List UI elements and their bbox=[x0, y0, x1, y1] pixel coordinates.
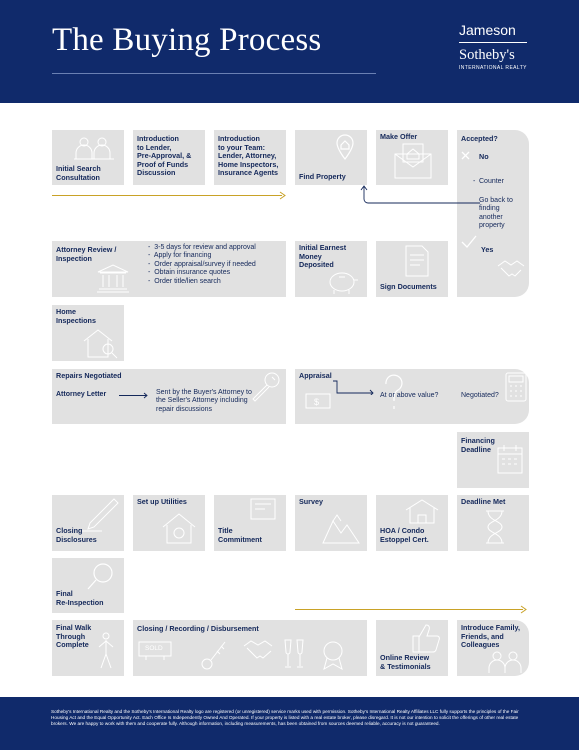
initial-search-label: Initial Search Consultation bbox=[56, 164, 101, 182]
no-label: No bbox=[479, 152, 489, 161]
counter-dash: - bbox=[473, 178, 476, 185]
champagne-icon bbox=[281, 638, 307, 670]
step-closing-recording bbox=[133, 620, 367, 676]
review-item-5: - Order title/lien search bbox=[148, 277, 221, 285]
step-earnest-money bbox=[295, 241, 367, 297]
counter-label: Counter bbox=[479, 178, 504, 185]
yes-label: Yes bbox=[481, 245, 494, 254]
step-final-walk bbox=[52, 620, 124, 676]
at-or-above-text: At or above value? bbox=[380, 392, 439, 399]
financing-deadline-label: Financing Deadline bbox=[461, 436, 495, 454]
step-intro-team bbox=[214, 130, 286, 185]
step-deadline-met bbox=[457, 495, 529, 551]
final-reinspection-label: Final Re-Inspection bbox=[56, 589, 104, 607]
step-title-commitment bbox=[214, 495, 286, 551]
disclaimer-text: Sotheby's International Realty and the Sotheby's International Realty logo are registered (or unregistered) service marks used with permission. Sotheby's International Realty Affiliates LLC fully supports the principles of the Fair Housing Act and the Equal Opportunity Act. Each Office Is Independently Owned And Operated. If your property is listed with a real estate broker, please disregard. It is not our intention to solicit the offerings of other real estate brokers. We are happy to work with them and cooperate fully. Although information, including measurements, has been obtained from sources deemed reliable, accuracy is not guaranteed. bbox=[51, 709, 519, 727]
set-up-utilities-label: Set up Utilities bbox=[137, 497, 187, 506]
footer-disclaimer bbox=[0, 697, 579, 750]
magnifier-icon bbox=[86, 561, 116, 591]
meeting-icon bbox=[72, 135, 118, 163]
intro-team-label: Introduction to your Team: Lender, Attorney, Home Inspectors, Insurance Agents bbox=[218, 134, 279, 178]
x-icon bbox=[461, 151, 470, 160]
step-closing-disclosures bbox=[52, 495, 124, 551]
go-back-label: Go back to finding another property bbox=[479, 197, 513, 230]
review-item-1: - 3-5 days for review and approval bbox=[148, 244, 256, 251]
hoa-label: HOA / Condo Estoppel Cert. bbox=[380, 526, 429, 544]
document-icon bbox=[404, 245, 430, 277]
house-search-icon bbox=[80, 327, 120, 359]
appraisal-label: Appraisal bbox=[299, 371, 332, 380]
arrow-right-icon bbox=[279, 191, 287, 200]
introduce-family-label: Introduce Family, Friends, and Colleagues bbox=[461, 623, 520, 650]
step-home-inspections bbox=[52, 305, 124, 361]
return-arrow bbox=[360, 185, 482, 205]
negotiated-text: Negotiated? bbox=[461, 392, 499, 399]
online-review-label: Online Review & Testimonials bbox=[380, 653, 431, 671]
attorney-letter-label: Attorney Letter bbox=[56, 391, 107, 398]
step-attorney-review bbox=[52, 241, 286, 297]
arrow-right-small-icon bbox=[119, 392, 149, 399]
walking-person-icon bbox=[96, 632, 116, 670]
money-bill-icon bbox=[305, 391, 331, 411]
attorney-review-label: Attorney Review / Inspection bbox=[56, 245, 117, 263]
accepted-label: Accepted? bbox=[461, 134, 498, 143]
map-icon bbox=[321, 511, 361, 545]
survey-label: Survey bbox=[299, 497, 323, 506]
intro-lender-label: Introduction to Lender, Pre-Approval, & Proof of Funds Discussion bbox=[137, 134, 192, 178]
step-appraisal bbox=[295, 369, 529, 424]
handshake-icon bbox=[497, 258, 525, 282]
courthouse-icon bbox=[96, 263, 130, 293]
map-pin-icon bbox=[335, 134, 355, 160]
closing-disclosures-label: Closing Disclosures bbox=[56, 526, 97, 544]
make-offer-label: Make Offer bbox=[380, 132, 418, 141]
ribbon-icon bbox=[250, 498, 276, 520]
people-icon bbox=[487, 650, 525, 674]
deadline-met-label: Deadline Met bbox=[461, 497, 506, 506]
step-final-reinspection bbox=[52, 558, 124, 613]
step-initial-search bbox=[52, 130, 124, 185]
wrench-icon bbox=[250, 371, 282, 403]
envelope-icon bbox=[393, 142, 433, 180]
check-icon bbox=[461, 235, 477, 249]
step-repairs-negotiated bbox=[52, 369, 286, 424]
step-survey bbox=[295, 495, 367, 551]
review-item-4: - Obtain insurance quotes bbox=[148, 269, 231, 277]
title-divider bbox=[52, 73, 376, 74]
sold-text: SOLD bbox=[145, 645, 163, 652]
final-walk-label: Final Walk Through Complete bbox=[56, 623, 92, 650]
review-list bbox=[148, 244, 256, 286]
handshake-icon-2 bbox=[243, 638, 277, 664]
brand-top: Jameson bbox=[459, 22, 516, 38]
thumbs-up-icon bbox=[410, 622, 442, 654]
calculator-icon bbox=[505, 372, 527, 402]
house-gear-icon bbox=[161, 511, 199, 545]
step-find-property bbox=[295, 130, 367, 185]
svg-text:$: $ bbox=[314, 397, 320, 407]
sent-by-text: Sent by the Buyer's Attorney to the Seller's Attorney including repair discussions bbox=[156, 389, 252, 413]
brand-sub: INTERNATIONAL REALTY bbox=[459, 65, 527, 71]
step-financing-deadline bbox=[457, 432, 529, 488]
progress-line-2 bbox=[295, 609, 523, 610]
find-property-label: Find Property bbox=[299, 172, 346, 181]
arrow-right-icon-2 bbox=[520, 605, 528, 614]
brand-divider bbox=[459, 42, 527, 43]
hourglass-icon bbox=[483, 509, 507, 545]
brand-logo bbox=[459, 22, 529, 71]
home-inspections-label: Home Inspections bbox=[56, 307, 96, 325]
ribbon-award-icon bbox=[319, 640, 347, 670]
header-banner bbox=[0, 0, 579, 103]
sign-documents-label: Sign Documents bbox=[380, 282, 437, 291]
review-item-3: - Order appraisal/survey if needed bbox=[148, 260, 256, 268]
step-introduce-family bbox=[457, 620, 529, 676]
repairs-negotiated-label: Repairs Negotiated bbox=[56, 371, 122, 380]
keys-icon bbox=[199, 638, 229, 672]
arrow-right-small-icon-2 bbox=[333, 379, 375, 395]
review-item-2: - Apply for financing bbox=[148, 252, 212, 260]
closing-recording-label: Closing / Recording / Disbursement bbox=[137, 624, 259, 633]
step-hoa bbox=[376, 495, 448, 551]
page-title: The Buying Process bbox=[52, 22, 322, 58]
progress-line-1 bbox=[52, 195, 282, 196]
calendar-icon bbox=[497, 444, 523, 474]
step-set-up-utilities bbox=[133, 495, 205, 551]
step-accepted bbox=[457, 130, 529, 297]
step-make-offer bbox=[376, 130, 448, 185]
step-intro-lender bbox=[133, 130, 205, 185]
title-commitment-label: Title Commitment bbox=[218, 526, 262, 544]
step-sign-documents bbox=[376, 241, 448, 297]
step-online-review bbox=[376, 620, 448, 676]
earnest-money-label: Initial Earnest Money Deposited bbox=[299, 243, 347, 270]
building-icon bbox=[404, 498, 440, 524]
brand-name: Sotheby's bbox=[459, 47, 515, 63]
piggy-bank-icon bbox=[325, 269, 359, 295]
